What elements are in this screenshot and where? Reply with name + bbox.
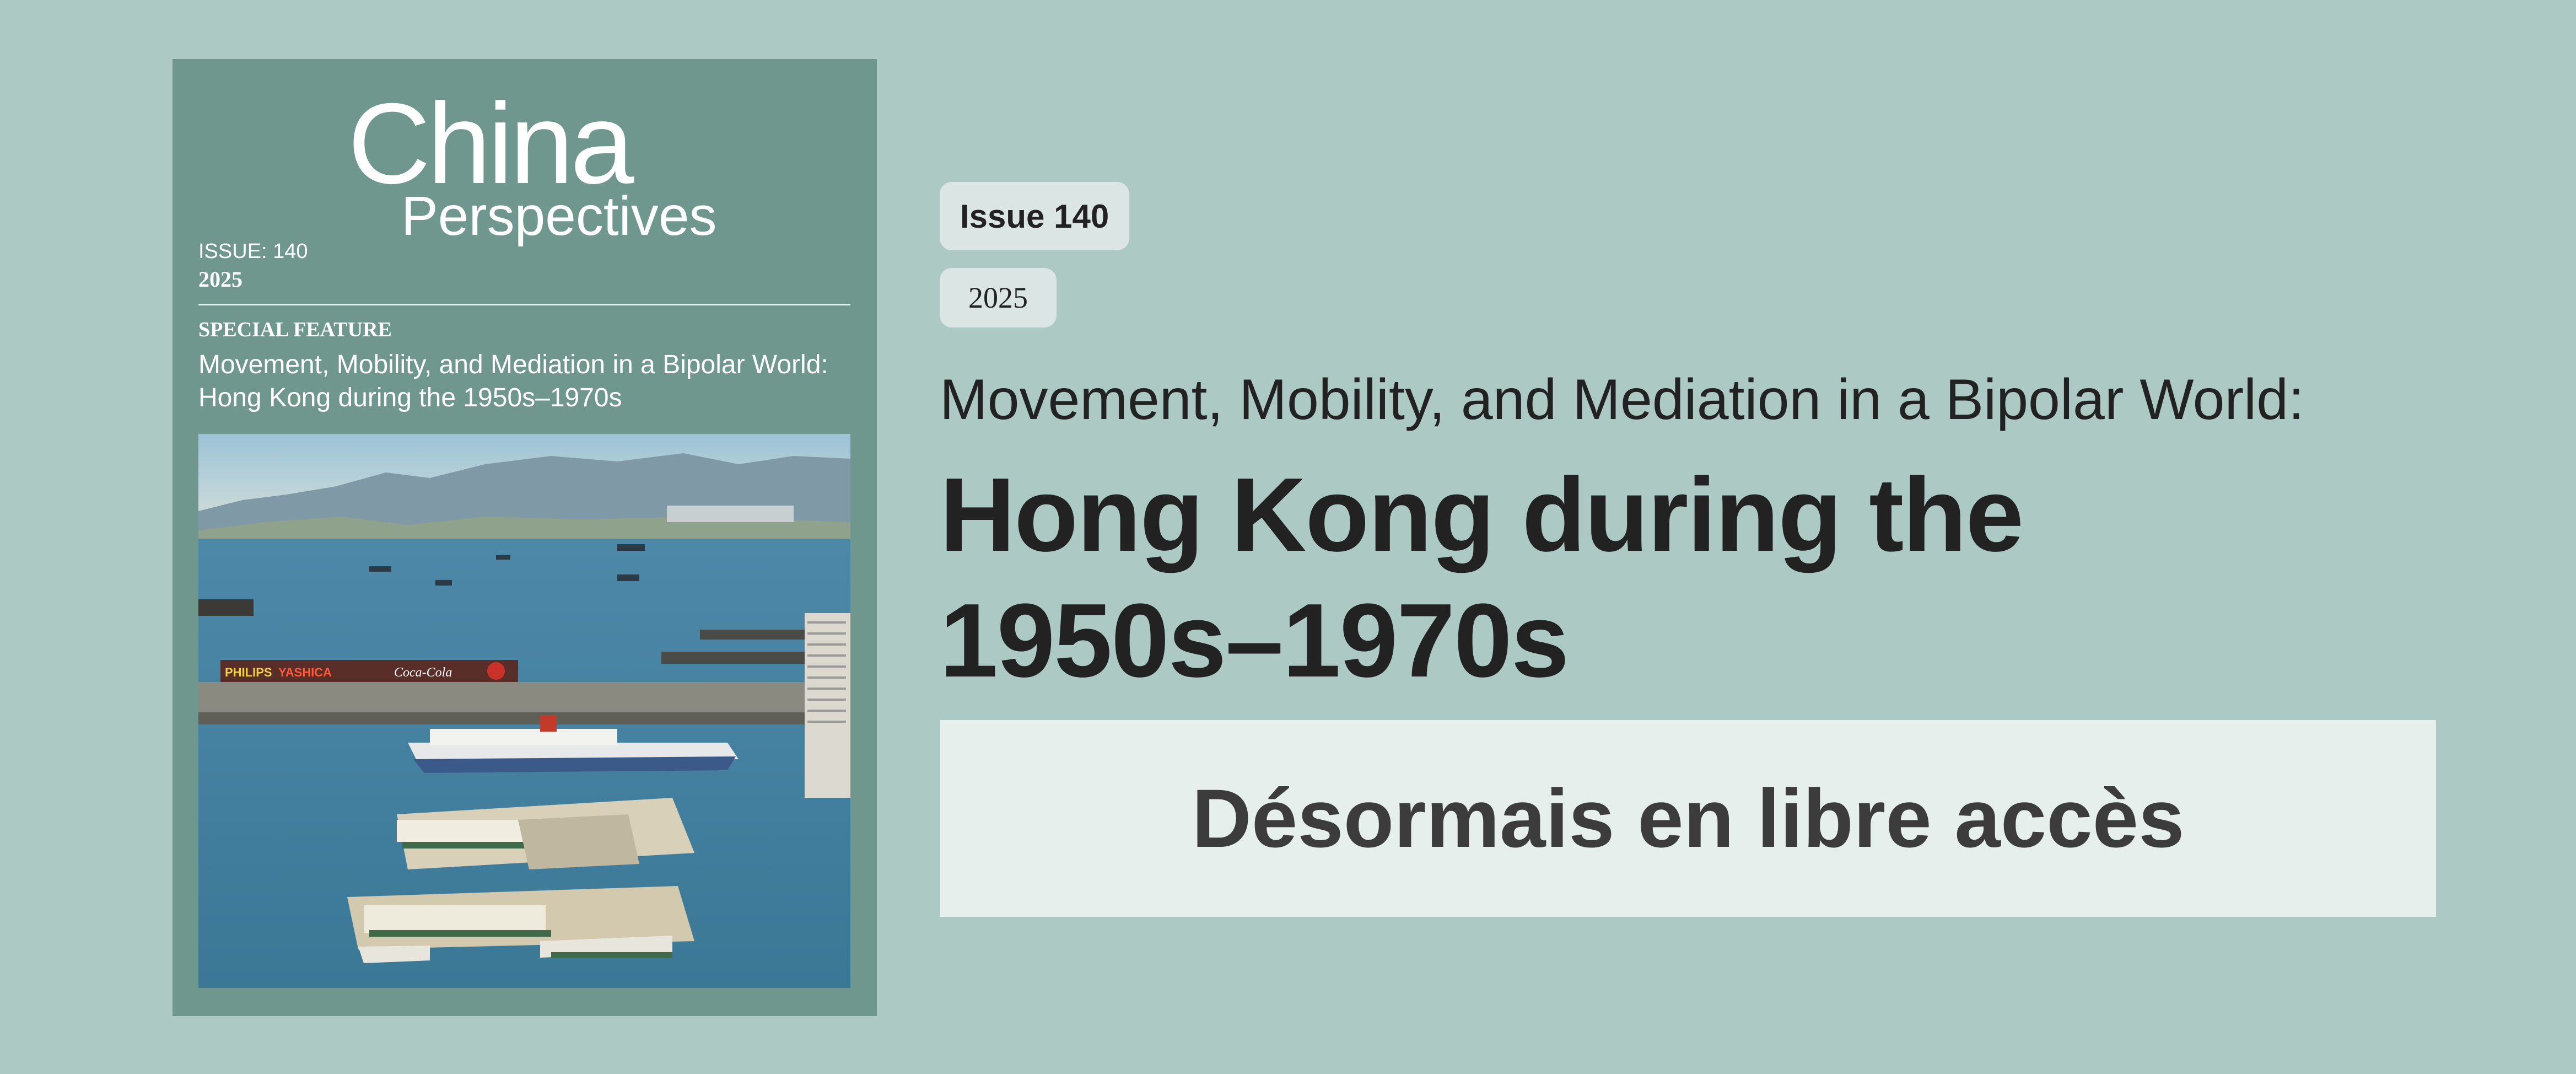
photo-sign-yashica: YASHICA [278,665,332,679]
photo-sign-cocacola: Coca-Cola [394,665,452,680]
headline-line-2: 1950s–1970s [940,582,1569,699]
issue-badge: Issue 140 [940,182,1129,250]
cover-divider [198,304,850,305]
cover-issue-number: ISSUE: 140 [198,240,308,263]
cover-year: 2025 [198,267,242,292]
open-access-button[interactable] [940,720,2436,917]
cover-feature-title: Movement, Mobility, and Mediation in a Bipolar World: Hong Kong during the 1950s–1970s [198,350,828,412]
cover-title-china: China [348,80,631,208]
journal-cover[interactable] [173,59,877,1016]
cover-photo-hong-kong-harbour [198,434,850,988]
cover-special-feature-label: SPECIAL FEATURE [198,318,392,341]
issue-headline [940,452,2152,704]
issue-subtitle: Movement, Mobility, and Mediation in a Bipolar World: [940,368,2304,432]
year-badge: 2025 [940,268,1057,327]
headline-line-1: Hong Kong during the [940,457,2023,573]
open-access-label: Désormais en libre accès [1192,772,2185,864]
photo-sign-philips: PHILIPS [225,665,272,679]
cover-title-perspectives: Perspectives [401,185,717,247]
